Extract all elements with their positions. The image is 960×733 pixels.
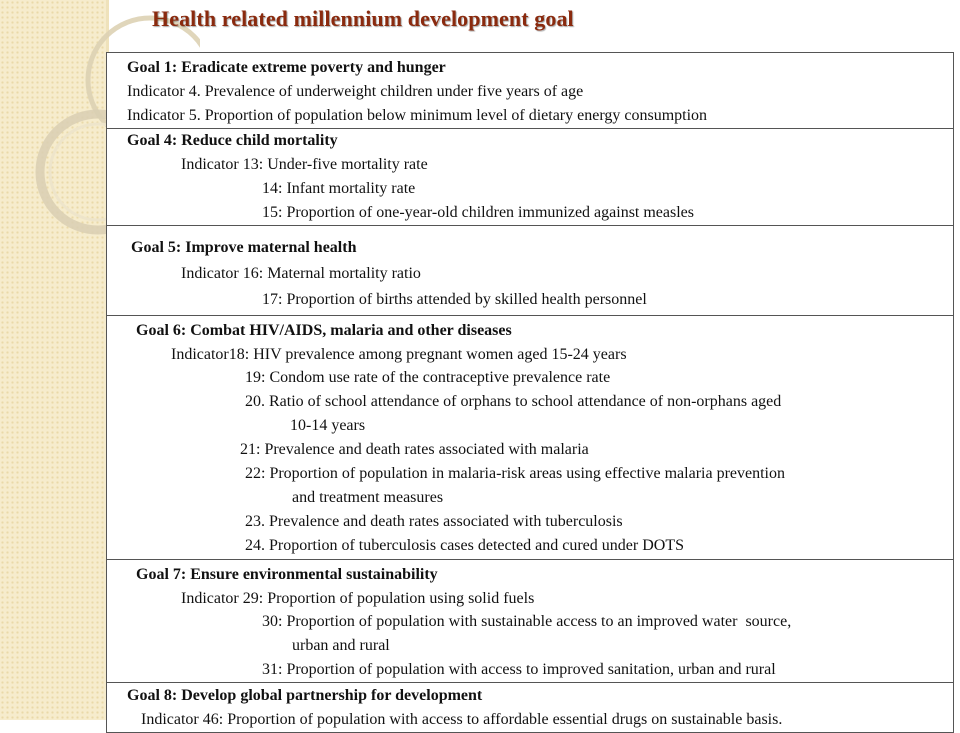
goal-heading: Goal 6: Combat HIV/AIDS, malaria and other diseases <box>136 321 512 339</box>
indicator-line: 19: Condom use rate of the contraceptive prevalence rate <box>245 369 611 387</box>
indicator-line: Indicator 13: Under-five mortality rate <box>181 155 428 173</box>
goal-heading: Goal 7: Ensure environmental sustainability <box>136 565 438 583</box>
goal-row <box>107 683 954 733</box>
indicator-line: 22: Proportion of population in malaria-risk areas using effective malaria prevention <box>245 465 785 483</box>
indicator-line: 20. Ratio of school attendance of orphans to school attendance of non-orphans aged <box>245 393 782 411</box>
goals-table <box>106 52 954 733</box>
indicator-line: 14: Infant mortality rate <box>262 179 416 197</box>
indicator-line: Indicator 4. Prevalence of underweight children under five years of age <box>127 82 584 100</box>
slide-title: Health related millennium development goal <box>152 6 574 31</box>
goal-cell <box>107 129 954 226</box>
goal-heading: Goal 8: Develop global partnership for development <box>127 687 483 705</box>
goal-cell <box>107 53 954 129</box>
indicator-line: 24. Proportion of tuberculosis cases detected and cured under DOTS <box>245 536 684 554</box>
indicator-line: 31: Proportion of population with access to improved sanitation, urban and rural <box>262 661 776 679</box>
indicator-line: 15: Proportion of one-year-old children immunized against measles <box>262 203 695 221</box>
indicator-line: 17: Proportion of births attended by skilled health personnel <box>262 290 647 308</box>
indicator-line: Indicator 5. Proportion of population below minimum level of dietary energy consumption <box>127 106 708 124</box>
indicator-line: 30: Proportion of population with sustainable access to an improved water source, <box>262 613 792 631</box>
goal-heading: Goal 1: Eradicate extreme poverty and hunger <box>127 59 446 76</box>
indicator-line: 21: Prevalence and death rates associated with malaria <box>240 441 589 459</box>
goal-heading: Goal 4: Reduce child mortality <box>127 132 338 149</box>
indicator-line: and treatment measures <box>292 488 444 506</box>
goal-row <box>107 559 954 683</box>
goal-cell <box>107 559 954 683</box>
goal-row <box>107 315 954 559</box>
indicator-line: Indicator 46: Proportion of population with access to affordable essential drugs on sustainable basis. <box>141 711 783 729</box>
goal-row <box>107 53 954 129</box>
goal-row <box>107 225 954 315</box>
indicator-line: Indicator 29: Proportion of population using solid fuels <box>181 589 535 607</box>
indicator-line: urban and rural <box>292 637 390 655</box>
goal-cell <box>107 683 954 733</box>
goal-cell <box>107 225 954 315</box>
goal-row <box>107 129 954 226</box>
indicator-line: Indicator18: HIV prevalence among pregnant women aged 15-24 years <box>171 345 627 363</box>
indicator-line: Indicator 16: Maternal mortality ratio <box>181 264 421 282</box>
goal-cell <box>107 315 954 559</box>
indicator-line: 23. Prevalence and death rates associated with tuberculosis <box>245 512 623 530</box>
indicator-line: 10-14 years <box>290 417 366 435</box>
goal-heading: Goal 5: Improve maternal health <box>131 238 357 256</box>
